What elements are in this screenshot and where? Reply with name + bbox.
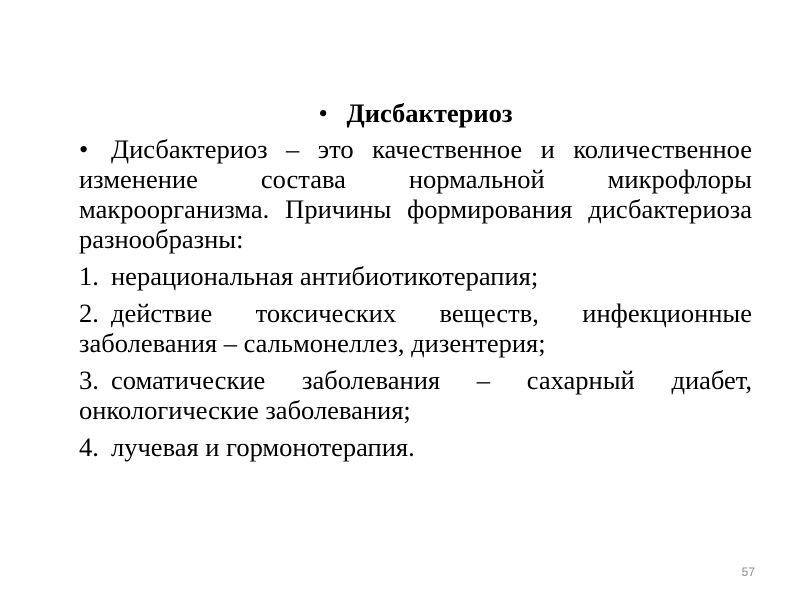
list-item-number: 1. (79, 261, 99, 291)
list-item-text: действие токсических веществ, инфекционные заболевания – сальмонеллез, дизентерия; (79, 298, 752, 358)
list-item (79, 365, 752, 425)
list-item-number: 2. (79, 298, 99, 328)
intro-text: Дисбактериоз – это качественное и количественное изменение состава нормальной микрофлоры макроорганизма. Причины формирования дисбактериоза разнообразны: (79, 134, 752, 254)
slide-content (79, 98, 752, 469)
intro-bullet: • (79, 134, 89, 164)
list-item-text: соматические заболевания – сахарный диабет, онкологические заболевания; (79, 365, 752, 425)
slide-title: Дисбактериоз (346, 98, 513, 128)
list-item-number: 4. (79, 432, 99, 462)
slide-title-row (79, 98, 752, 128)
list-item-number: 3. (79, 365, 99, 395)
list-item (79, 432, 752, 462)
list-item-text: лучевая и гормонотерапия. (111, 432, 415, 462)
list-item-text: нерациональная антибиотикотерапия; (111, 261, 539, 291)
list-item (79, 298, 752, 358)
page-number: 57 (741, 565, 755, 579)
title-bullet: • (318, 98, 328, 128)
list-item (79, 261, 752, 291)
intro-paragraph (79, 134, 752, 254)
